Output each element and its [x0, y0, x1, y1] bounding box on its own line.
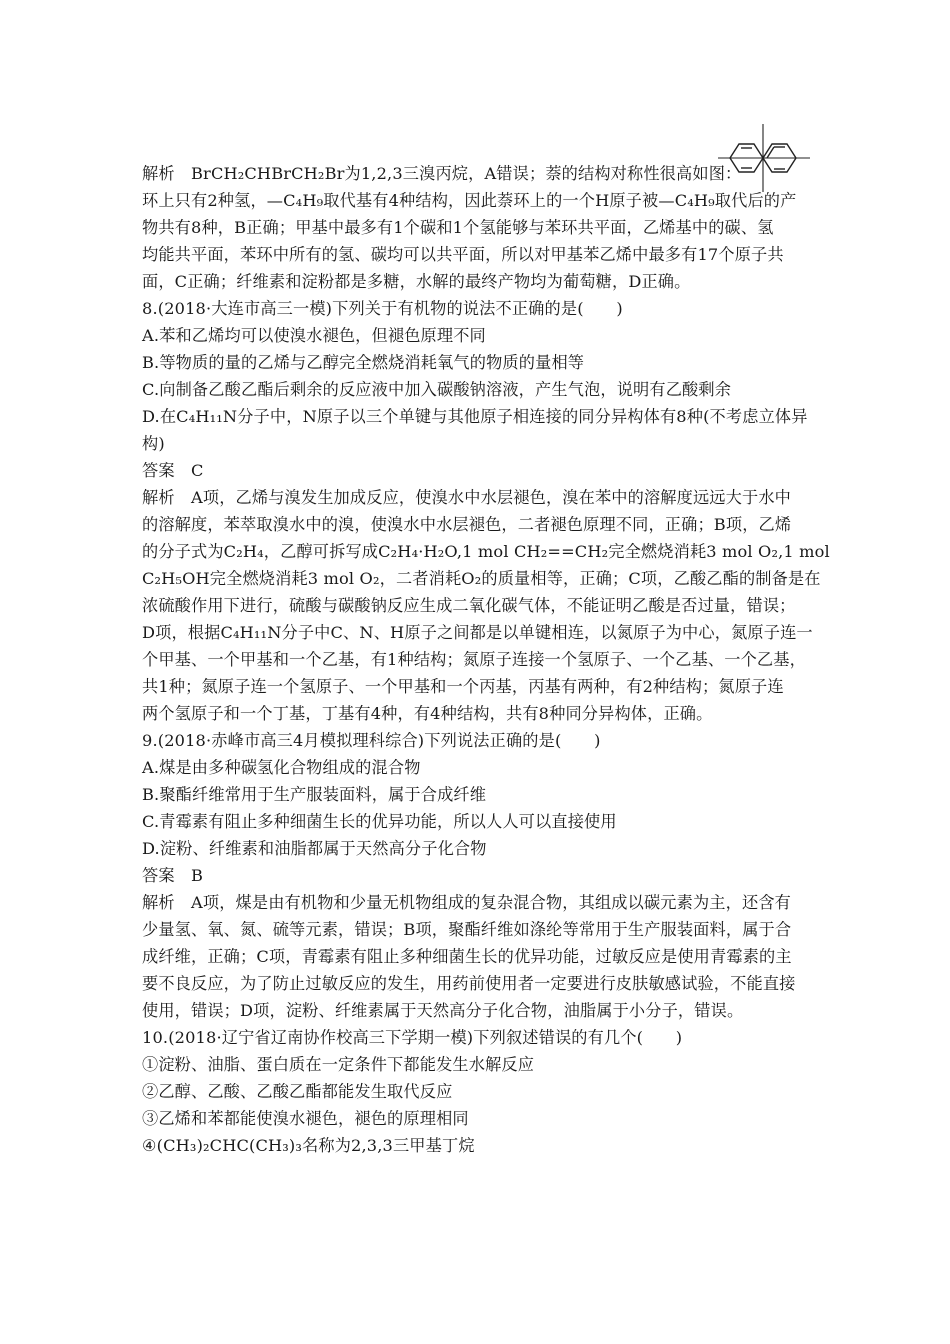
question-9-option-c: C.青霉素有阻止多种细菌生长的优异功能，所以人人可以直接使用	[142, 812, 617, 831]
question-10-item-4: ④(CH₃)₂CHC(CH₃)₃名称为2,3,3三甲基丁烷	[142, 1136, 475, 1155]
text-line: 个甲基、一个甲基和一个乙基，有1种结构；氮原子连接一个氢原子、一个乙基、一个乙基，	[142, 650, 806, 669]
text-line: 少量氢、氧、氮、硫等元素，错误；B项，聚酯纤维如涤纶等常用于生产服装面料，属于合	[142, 920, 792, 939]
text-line: 成纤维，正确；C项，青霉素有阻止多种细菌生长的优异功能，过敏反应是使用青霉素的主	[142, 947, 792, 966]
question-8-answer: 答案 C	[142, 461, 204, 480]
text-line: D项，根据C₄H₁₁N分子中C、N、H原子之间都是以单键相连，以氮原子为中心，氮原子连一	[142, 623, 813, 642]
text-line: 要不良反应，为了防止过敏反应的发生，用药前使用者一定要进行皮肤敏感试验，不能直接	[142, 974, 796, 993]
text-line: 解析 A项，乙烯与溴发生加成反应，使溴水中水层褪色，溴在苯中的溶解度远远大于水中	[142, 488, 791, 507]
text-line: 环上只有2种氢，—C₄H₉取代基有4种结构，因此萘环上的一个H原子被—C₄H₉取代后的产	[142, 191, 797, 210]
question-8-option-d: D.在C₄H₁₁N分子中，N原子以三个单键与其他原子相连接的同分异构体有8种(不考虑立体异	[142, 407, 808, 426]
question-8-option-d-cont: 构)	[142, 434, 165, 453]
question-9-option-a: A.煤是由多种碳氢化合物组成的混合物	[142, 758, 421, 777]
text-line: 面，C正确；纤维素和淀粉都是多糖，水解的最终产物均为葡萄糖，D正确。	[142, 272, 691, 291]
text-line: 的分子式为C₂H₄，乙醇可拆写成C₂H₄·H₂O,1 mol CH₂==CH₂完全燃烧消耗3 mol O₂,1 mol	[142, 542, 830, 561]
text-line: 的溶解度，苯萃取溴水中的溴，使溴水中水层褪色，二者褪色原理不同，正确；B项，乙烯	[142, 515, 792, 534]
question-10-stem: 10.(2018·辽宁省辽南协作校高三下学期一模)下列叙述错误的有几个( )	[142, 1028, 683, 1047]
text-line: 解析 BrCH₂CHBrCH₂Br为1,2,3三溴丙烷，A错误；萘的结构对称性很高如图：	[142, 164, 742, 183]
question-9-option-b: B.聚酯纤维常用于生产服装面料，属于合成纤维	[142, 785, 487, 804]
text-line: 解析 A项，煤是由有机物和少量无机物组成的复杂混合物，其组成以碳元素为主，还含有	[142, 893, 791, 912]
text-line: 共1种；氮原子连一个氢原子、一个甲基和一个丙基，丙基有两种，有2种结构；氮原子连	[142, 677, 784, 696]
question-10-item-2: ②乙醇、乙酸、乙酸乙酯都能发生取代反应	[142, 1082, 453, 1101]
text-line: 物共有8种，B正确；甲基中最多有1个碳和1个氢能够与苯环共平面，乙烯基中的碳、氢	[142, 218, 774, 237]
text-line: 均能共平面，苯环中所有的氢、碳均可以共平面，所以对甲基苯乙烯中最多有17个原子共	[142, 245, 784, 264]
question-10-item-1: ①淀粉、油脂、蛋白质在一定条件下都能发生水解反应	[142, 1055, 535, 1074]
text-line: 浓硫酸作用下进行，硫酸与碳酸钠反应生成二氧化碳气体，不能证明乙酸是否过量，错误；	[142, 596, 796, 615]
question-8-option-c: C.向制备乙酸乙酯后剩余的反应液中加入碳酸钠溶液，产生气泡，说明有乙酸剩余	[142, 380, 732, 399]
text-line: 两个氢原子和一个丁基，丁基有4种，有4种结构，共有8种同分异构体，正确。	[142, 704, 713, 723]
text-line: C₂H₅OH完全燃烧消耗3 mol O₂，二者消耗O₂的质量相等，正确；C项，乙酸乙酯的制备是在	[142, 569, 821, 588]
question-8-stem: 8.(2018·大连市高三一模)下列关于有机物的说法不正确的是( )	[142, 299, 623, 318]
question-8-option-b: B.等物质的量的乙烯与乙醇完全燃烧消耗氧气的物质的量相等	[142, 353, 585, 372]
question-9-stem: 9.(2018·赤峰市高三4月模拟理科综合)下列说法正确的是( )	[142, 731, 601, 750]
question-9-answer: 答案 B	[142, 866, 204, 885]
question-9-option-d: D.淀粉、纤维素和油脂都属于天然高分子化合物	[142, 839, 487, 858]
question-8-option-a: A.苯和乙烯均可以使溴水褪色，但褪色原理不同	[142, 326, 486, 345]
text-line: 使用，错误；D项，淀粉、纤维素属于天然高分子化合物，油脂属于小分子，错误。	[142, 1001, 744, 1020]
question-10-item-3: ③乙烯和苯都能使溴水褪色，褪色的原理相同	[142, 1109, 469, 1128]
